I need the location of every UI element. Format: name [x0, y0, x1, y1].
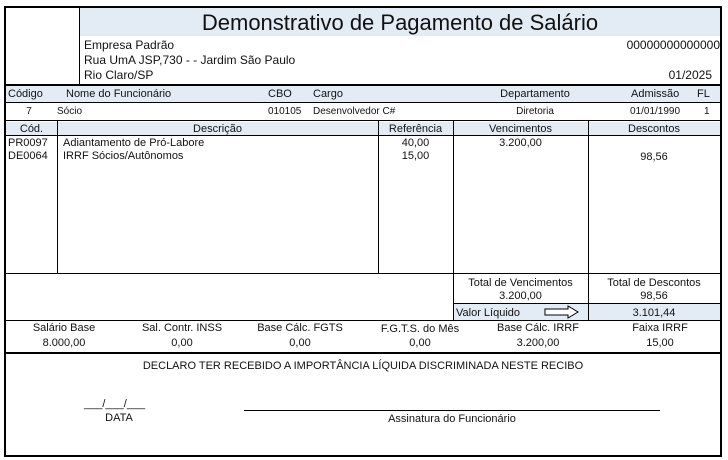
cbo-header: CBO: [268, 88, 292, 100]
company-city: Rio Claro/SP: [84, 68, 154, 82]
header-bottom-border: [6, 84, 720, 86]
signature-line: [244, 410, 660, 411]
bases-bottom-border: [6, 352, 720, 354]
item-earnings: 3.200,00: [499, 137, 542, 149]
pay-period: 01/2025: [668, 68, 712, 82]
total-earnings-label: Total de Vencimentos: [468, 277, 573, 289]
irrf-bracket-label: Faixa IRRF: [632, 322, 688, 334]
items-deductions-header: Descontos: [628, 123, 680, 135]
items-code-header: Cód.: [19, 123, 44, 135]
employee-code-header: Código: [8, 88, 43, 100]
date-label: DATA: [105, 412, 133, 424]
employee-header-divider: [6, 102, 720, 103]
item-reference: 40,00: [401, 137, 430, 149]
department-header: Departamento: [500, 88, 570, 100]
irrf-bracket-value: 15,00: [646, 337, 674, 349]
total-deductions-value: 98,56: [640, 290, 668, 302]
page-title: Demonstrativo de Pagamento de Salário: [201, 10, 599, 35]
item-code: PR0097: [8, 137, 48, 149]
fgts-month-value: 0,00: [409, 337, 431, 349]
employee-name: Sócio: [57, 106, 83, 117]
date-blank: ___/___/___: [84, 398, 146, 410]
inss-label: Sal. Contr. INSS: [141, 322, 223, 334]
item-reference: 15,00: [401, 150, 430, 162]
receipt-declaration: DECLARO TER RECEBIDO A IMPORTÂNCIA LÍQUIDA DISCRIMINADA NESTE RECIBO: [142, 360, 584, 372]
item-description: Adiantamento de Pró-Labore: [63, 137, 205, 149]
item-description: IRRF Sócios/Autônomos: [63, 150, 184, 162]
items-description-header: Descrição: [193, 123, 242, 135]
base-salary-label: Salário Base: [32, 322, 96, 334]
items-bottom-border: [6, 273, 720, 274]
item-deductions: 98,56: [640, 151, 668, 163]
employee-role: Desenvolvedor C#: [313, 106, 396, 117]
irrf-base-label: Base Cálc. IRRF: [497, 322, 579, 334]
items-col-divider-code: [57, 121, 58, 274]
fgts-base-value: 0,00: [289, 337, 311, 349]
items-earnings-header: Vencimentos: [489, 123, 552, 135]
employee-name-header: Nome do Funcionário: [66, 88, 172, 100]
items-reference-header: Referência: [388, 123, 443, 135]
net-row-top-border: [453, 303, 720, 304]
sheet-header: FL: [697, 88, 710, 100]
base-salary-value: 8.000,00: [42, 337, 86, 349]
total-earnings-value: 3.200,00: [499, 290, 542, 302]
items-header-divider: [6, 135, 720, 136]
employee-admission: 01/01/1990: [630, 106, 681, 117]
company-cnpj: 00000000000000: [626, 38, 720, 52]
signature-label: Assinatura do Funcionário: [388, 413, 516, 425]
admission-header: Admissão: [631, 88, 680, 100]
fgts-base-label: Base Cálc. FGTS: [257, 322, 343, 334]
employee-cbo: 010105: [268, 106, 302, 117]
item-code: DE0064: [8, 150, 48, 162]
employee-code: 7: [26, 106, 32, 117]
net-value-amount: 3.101,44: [632, 307, 676, 319]
employee-department: Diretoria: [516, 106, 554, 117]
employee-row-divider: [6, 120, 720, 121]
fgts-month-label: F.G.T.S. do Mês: [380, 323, 460, 335]
role-header: Cargo: [313, 88, 343, 100]
irrf-base-value: 3.200,00: [516, 337, 560, 349]
total-deductions-label: Total de Descontos: [607, 277, 701, 289]
net-value-label: Valor Líquido: [456, 307, 521, 319]
employee-sheet: 1: [704, 106, 710, 117]
arrow-right-icon: [544, 305, 580, 319]
totals-bottom-border: [6, 320, 720, 321]
company-address: Rua UmA JSP,730 - - Jardim São Paulo: [84, 53, 296, 67]
inss-value: 0,00: [171, 337, 193, 349]
company-name: Empresa Padrão: [84, 38, 175, 52]
